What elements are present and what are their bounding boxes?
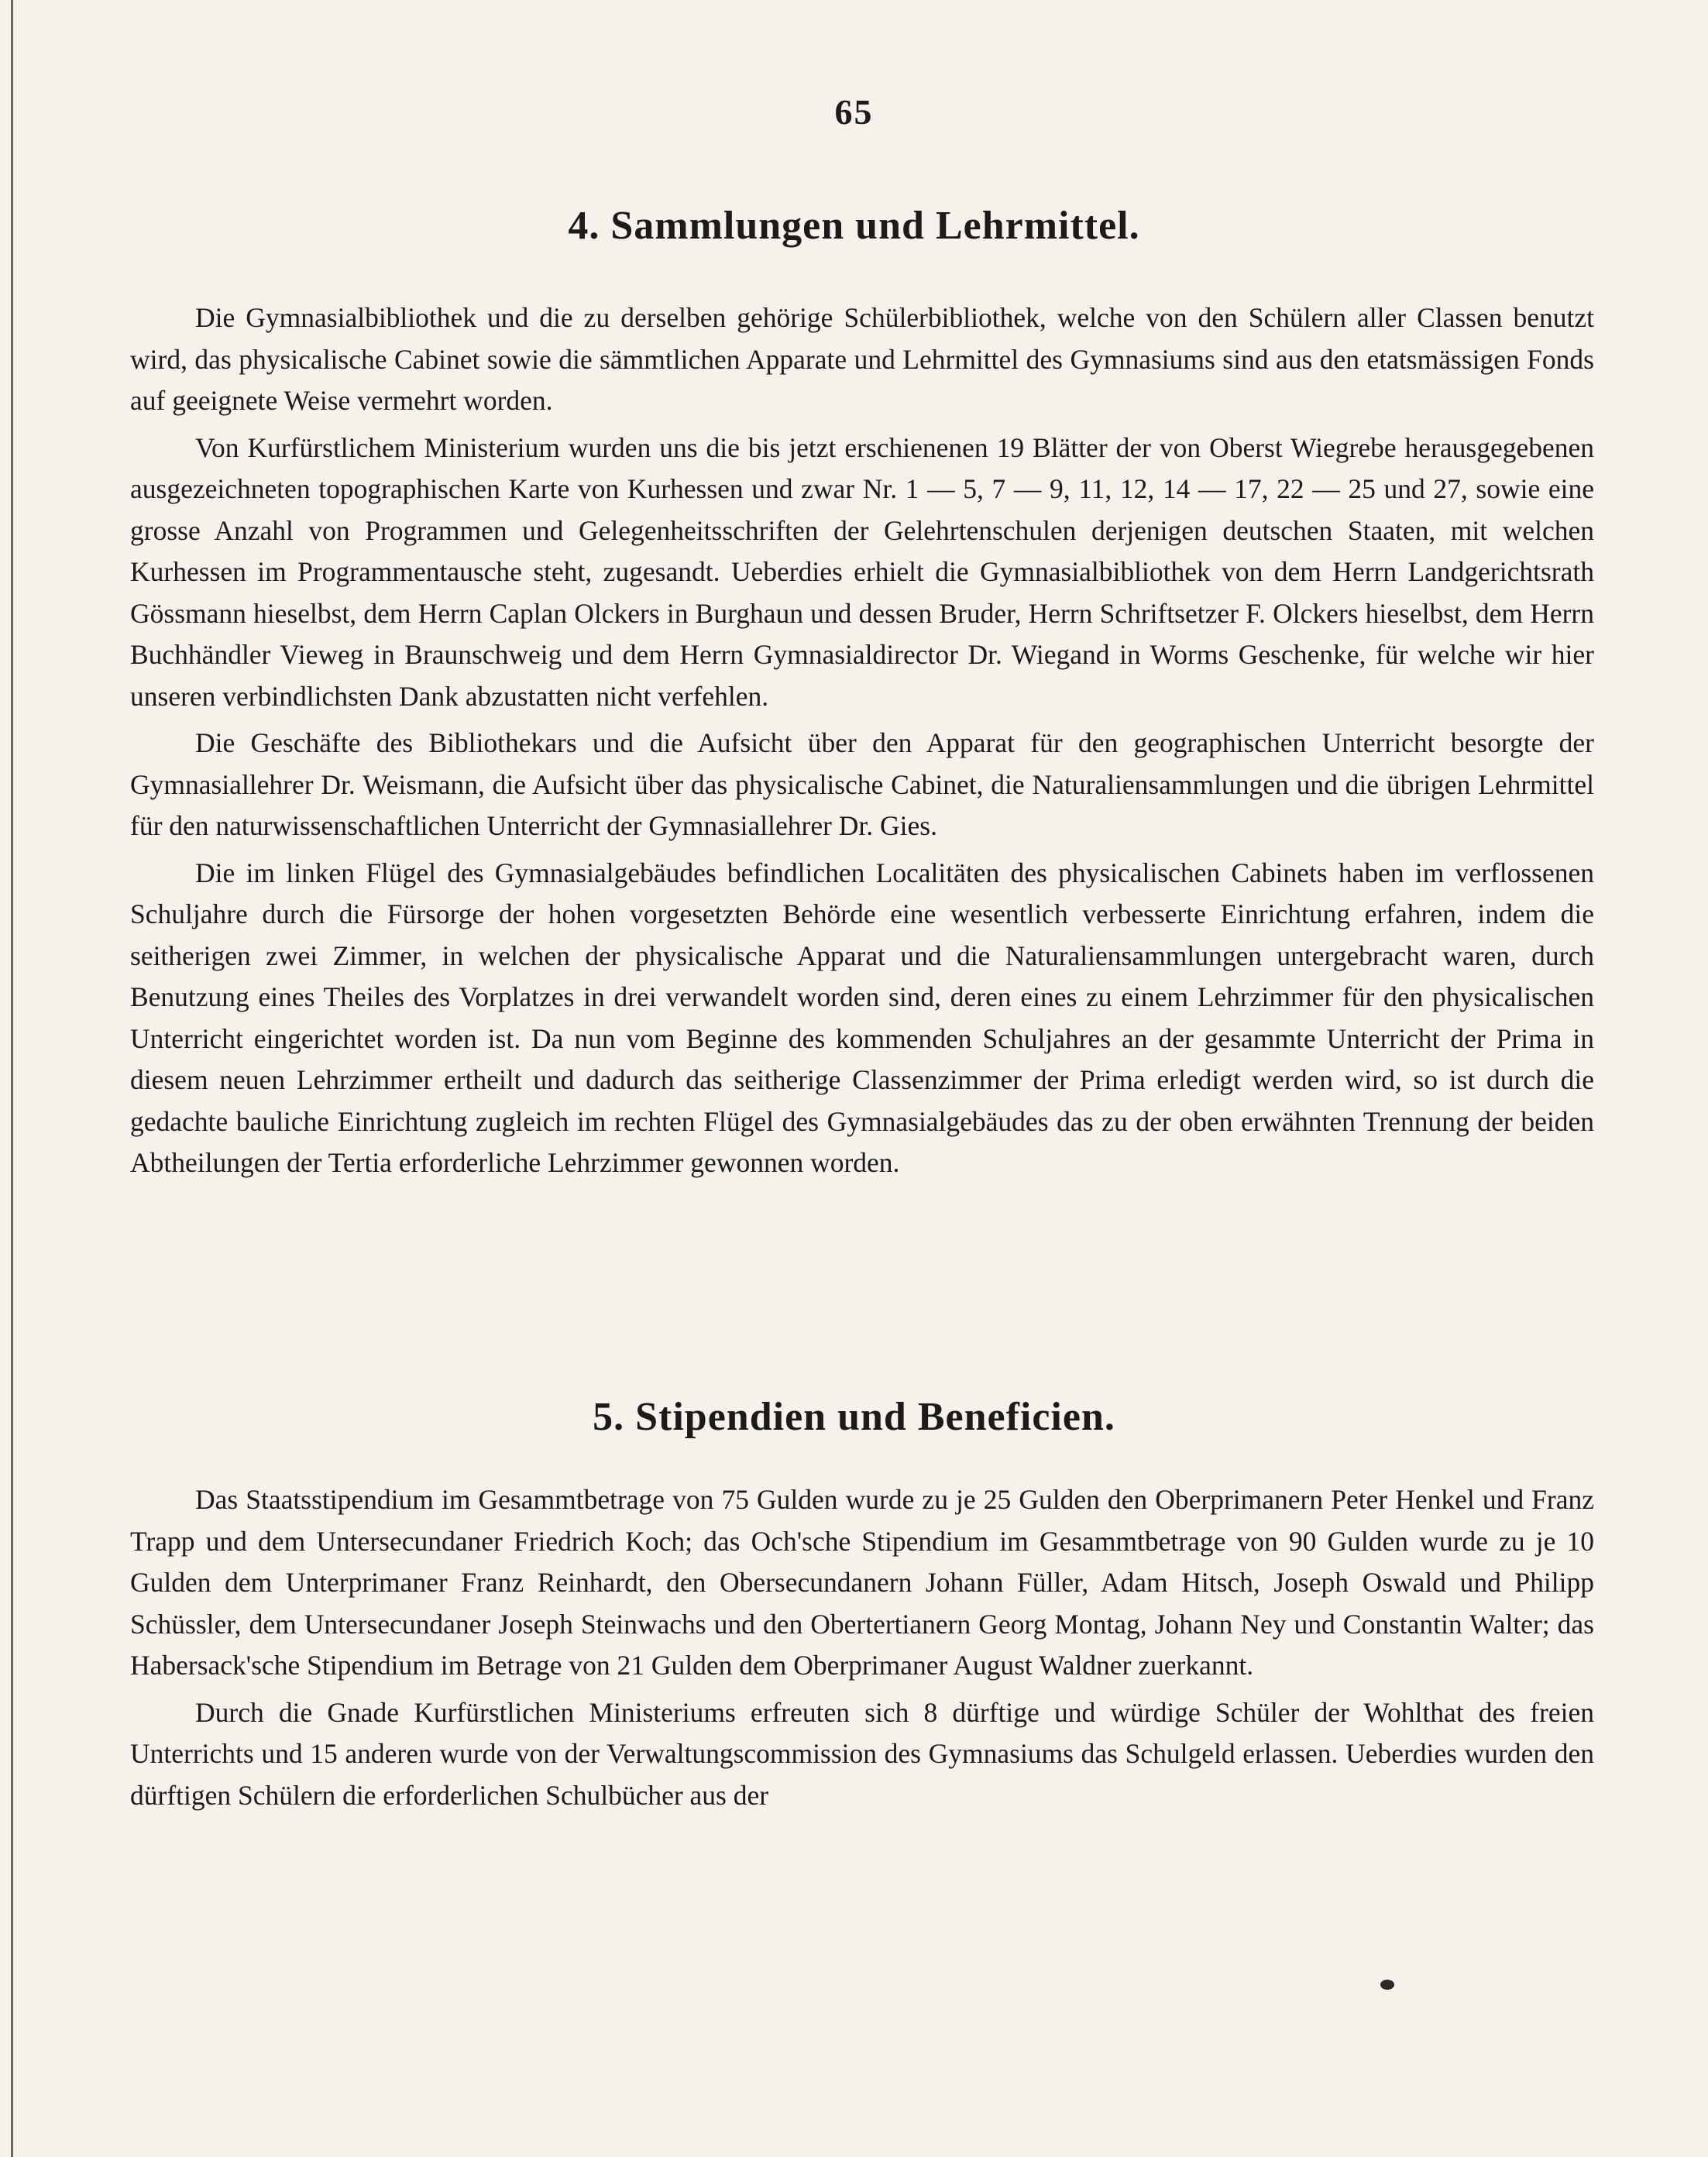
paragraph: Durch die Gnade Kurfürstlichen Ministeriums erfreuten sich 8 dürftige und würdige Schüler der Wohlthat des freien Unterrichts und 15 anderen wurde von der Verwaltungscommission des Gymnasiums das Schulgeld erlassen. Ueberdies wurden den dürftigen Schülern die erforderlichen Schulbücher aus der <box>130 1696 1594 1811</box>
section-heading-stipendien: 5. Stipendien und Beneficien. <box>593 1395 1115 1439</box>
paragraph: Die im linken Flügel des Gymnasialgebäudes befindlichen Localitäten des physicalischen Cabinets haben im verflossenen Schuljahre durch die Fürsorge der hohen vorgesetzten Behörde eine wesentlich verbesserte Einrichtung erfahren, indem die seitherigen zwei Zimmer, in welchen der physicalische Apparat und die Naturaliensammlungen untergebracht waren, durch Benutzung eines Theiles des Vorplatzes in drei verwandelt worden sind, deren eines zu einem Lehrzimmer für den physicalischen Unterricht eingerichtet worden ist. Da nun vom Beginne des kommenden Schuljahres an der gesammte Unterricht der Prima in diesem neuen Lehrzimmer ertheilt und dadurch das seitherige Classenzimmer der Prima erledigt werden wird, so ist durch die gedachte bauliche Einrichtung zugleich im rechten Flügel des Gymnasialgebäudes das zu der oben erwähnten Trennung der beiden Abtheilungen der Tertia erforderliche Lehrzimmer gewonnen worden. <box>130 857 1594 1178</box>
paragraph: Die Geschäfte des Bibliothekars und die Aufsicht über den Apparat für den geographischen Unterricht besorgte der Gymnasiallehrer Dr. Weismann, die Aufsicht über das physicalische Cabinet, die Naturaliensammlungen und die übrigen Lehrmittel für den naturwissenschaftlichen Unterricht der Gymnasiallehrer Dr. Gies. <box>130 727 1594 841</box>
paragraph: Das Staatsstipendium im Gesammtbetrage von 75 Gulden wurde zu je 25 Gulden den Oberprimanern Peter Henkel und Franz Trapp und dem Untersecundaner Friedrich Koch; das Och'sche Stipendium im Gesammtbetrage von 90 Gulden wurde zu je 10 Gulden dem Unterprimaner Franz Reinhardt, den Obersecundanern Johann Füller, Adam Hitsch, Joseph Oswald und Philipp Schüssler, dem Untersecundaner Joseph Steinwachs und den Obertertianern Georg Montag, Johann Ney und Constantin Walter; das Habersack'sche Stipendium im Betrage von 21 Gulden dem Oberprimaner August Waldner zuerkannt. <box>130 1484 1594 1681</box>
section-heading-sammlungen: 4. Sammlungen und Lehrmittel. <box>568 204 1140 248</box>
ink-spot <box>1380 1980 1394 1990</box>
paragraph: Die Gymnasialbibliothek und die zu derselben gehörige Schülerbibliothek, welche von den Schülern aller Classen benutzt wird, das physicalische Cabinet sowie die sämmtlichen Apparate und Lehrmittel des Gymnasiums sind aus den etatsmässigen Fonds auf geeignete Weise vermehrt worden. <box>130 302 1594 416</box>
paragraph: Von Kurfürstlichem Ministerium wurden uns die bis jetzt erschienenen 19 Blätter der von Oberst Wiegrebe herausgegebenen ausgezeichneten topographischen Karte von Kurhessen und zwar Nr. 1 — 5, 7 — 9, 11, 12, 14 — 17, 22 — 25 und 27, sowie eine grosse Anzahl von Programmen und Gelegenheitsschriften der Gelehrtenschulen derjenigen deutschen Staaten, mit welchen Kurhessen im Programmentausche steht, zugesandt. Ueberdies erhielt die Gymnasialbibliothek von dem Herrn Landgerichtsrath Gössmann hieselbst, dem Herrn Caplan Olckers in Burghaun und dessen Bruder, Herrn Schriftsetzer F. Olckers hieselbst, dem Herrn Buchhändler Vieweg in Braunschweig und dem Herrn Gymnasialdirector Dr. Wiegand in Worms Geschenke, für welche wir hier unseren verbindlichsten Dank abzustatten nicht verfehlen. <box>130 431 1594 712</box>
section-body-stipendien <box>130 1479 1594 1822</box>
section-body-sammlungen <box>130 297 1594 1190</box>
page-number: 65 <box>834 92 874 132</box>
binding-edge <box>11 0 13 2157</box>
